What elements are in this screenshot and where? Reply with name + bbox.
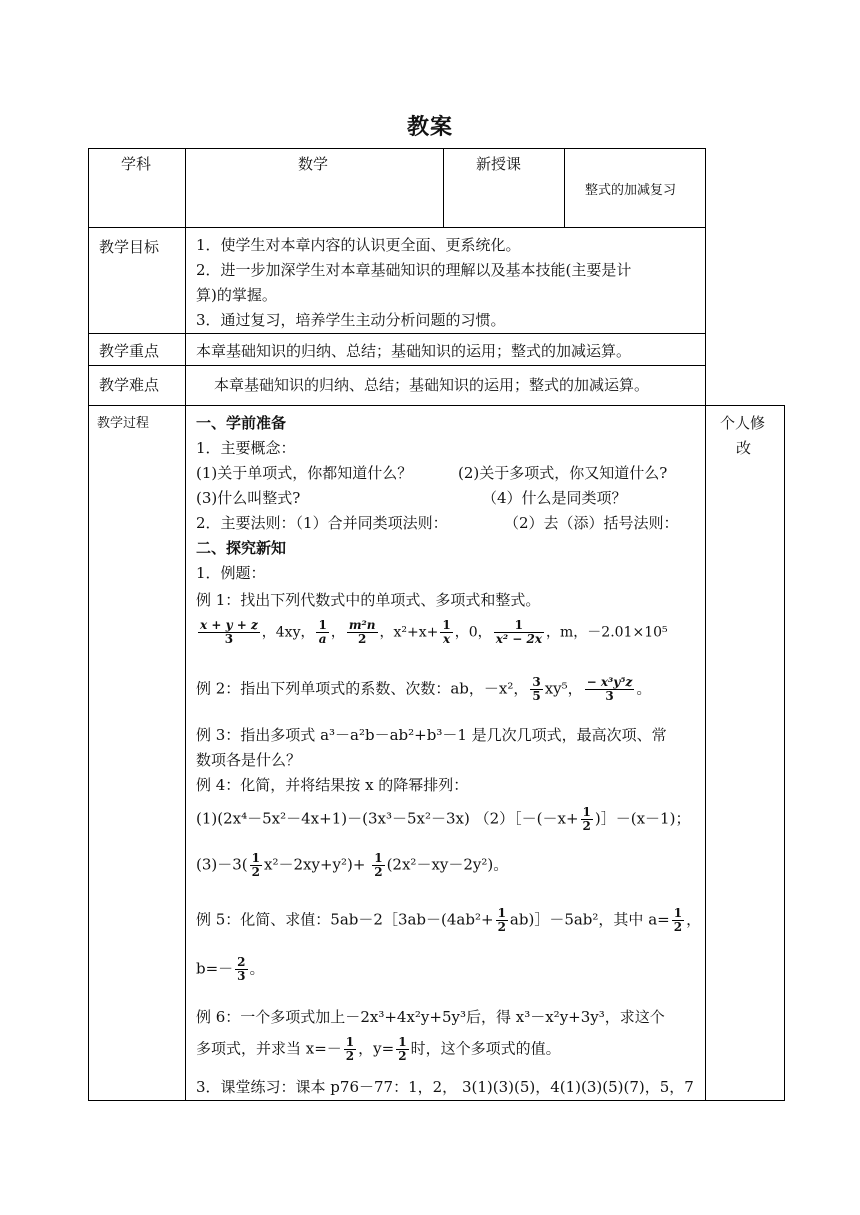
objective-3: 3．通过复习，培养学生主动分析问题的习惯。 (196, 311, 506, 329)
difficulties-label-cell (88, 365, 186, 406)
process-label: 教学过程 (97, 416, 150, 431)
process-content-cell (185, 405, 706, 1101)
fraction: $\frac{1}{a}$ (318, 618, 327, 647)
example-4-part-3: (3)－3( $\frac{1}{2}$ x²－2xy+y²)+ $\frac{1}{2}$ (2x²－xy－2y²)。 (196, 851, 509, 880)
fraction: $\frac{1}{2}$ (398, 1035, 407, 1064)
difficulties-label: 教学难点 (99, 376, 160, 394)
keypoints-label: 教学重点 (99, 342, 160, 360)
subject-value: 数学 (298, 155, 329, 173)
fraction: $\frac{1}{2}$ (251, 851, 261, 880)
objective-2: 2．进一步加深学生对本章基础知识的理解以及基本技能(主要是计 (196, 261, 632, 279)
section-1-heading: 一、学前准备 (196, 414, 287, 432)
keypoints-content-cell (185, 333, 706, 366)
process-side-cell (705, 405, 785, 1101)
fraction: $\frac{1}{\text{x² − 2x}}$ (495, 618, 543, 647)
subject-label-cell (88, 148, 186, 228)
fraction: $\frac{1}{2}$ (345, 1035, 355, 1064)
example-4-part-1-2: (1)(2x⁴－5x²－4x+1)－(3x³－5x²－3x) （2）［－(－x+ $\frac{1}{2}$ )］－(x－1)； (196, 805, 691, 834)
fraction: $\frac{2}{3}$ (237, 955, 246, 984)
keypoints-label-cell (88, 333, 186, 366)
example-6: 例 6：一个多项式加上－2x³+4x²y+5y³后，得 x³－x²y+3y³，求这个 (196, 1008, 665, 1026)
fraction: $\frac{1}{x}$ (442, 618, 451, 647)
question-1: (1)关于单项式，你都知道什么？ (196, 464, 413, 482)
example-4: 例 4：化简，并将结果按 x 的降幂排列： (196, 776, 469, 794)
rules-b: （2）去（添）括号法则： (504, 514, 679, 532)
example-5-cont: b=－ $\frac{2}{3}$ 。 (196, 955, 265, 984)
question-2: (2)关于多项式，你又知道什么? (458, 464, 668, 482)
difficulties-text: 本章基础知识的归纳、总结；基础知识的运用；整式的加减运算。 (214, 376, 650, 394)
side-label-1: 个人修 (720, 414, 766, 432)
fraction: $\frac{\text{m²n}}{2}$ (348, 618, 376, 647)
fraction: $\frac{\text{− x³y⁵z}}{3}$ (586, 675, 633, 704)
fraction: $\frac{x + y + z}{3}$ (200, 618, 258, 647)
topic: 整式的加减复习 (585, 183, 677, 198)
lesson-type-cell (443, 148, 565, 228)
concepts-heading: 1．主要概念： (196, 439, 296, 457)
rules-a: 2．主要法则：（1）合并同类项法则： (196, 514, 448, 532)
objectives-label: 教学目标 (99, 238, 160, 256)
objectives-content-cell (185, 227, 706, 334)
process-label-cell (88, 405, 186, 1101)
classroom-practice: 3．课堂练习：课本 p76－77：1，2， 3(1)(3)(5)，4(1)(3)(5)(7)，5，7 (196, 1078, 694, 1096)
topic-cell (564, 148, 706, 228)
example-5: 例 5：化简、求值：5ab－2［3ab－(4ab²+ $\frac{1}{2}$ ab)］－5ab²，其中 a= $\frac{1}{2}$ ， (196, 906, 702, 935)
side-label-2: 改 (736, 439, 752, 457)
section-2-heading: 二、探究新知 (196, 539, 287, 557)
example-1: 例 1：找出下列代数式中的单项式、多项式和整式。 (196, 591, 541, 609)
lesson-type: 新授课 (476, 155, 522, 173)
document-title: 教案 (406, 114, 453, 140)
difficulties-content-cell (185, 365, 706, 406)
example-3-cont: 数项各是什么？ (196, 751, 302, 769)
subject-value-cell (185, 148, 444, 228)
objective-2-cont: 算)的掌握。 (196, 286, 277, 304)
fraction: $\frac{1}{2}$ (497, 906, 506, 935)
example-6-cont: 多项式，并求当 x=－ $\frac{1}{2}$ ，y= $\frac{1}{2}$ 时，这个多项式的值。 (196, 1035, 561, 1064)
fraction: $\frac{3}{5}$ (532, 675, 541, 704)
fraction: $\frac{1}{2}$ (374, 851, 383, 880)
example-1-expressions: $\frac{x + y + z}{3}$ ，4xy， $\frac{1}{a}$ ， $\frac{\text{m²n}}{2}$ ，x²+x+ $\frac{1}{x}$ ，0， $\frac{1}{\text{x² − 2x}}$ ，m，－2.01×10⁵ (200, 618, 668, 647)
example-2: 例 2：指出下列单项式的系数、次数：ab，－x²， $\frac{3}{5}$ xy⁵， $\frac{\text{− x³y⁵z}}{3}$ 。 (196, 675, 652, 704)
objectives-label-cell (88, 227, 186, 334)
fraction: $\frac{1}{2}$ (582, 805, 591, 834)
keypoints-text: 本章基础知识的归纳、总结；基础知识的运用；整式的加减运算。 (196, 342, 632, 360)
examples-heading: 1．例题： (196, 564, 266, 582)
question-4: （4）什么是同类项？ (482, 489, 627, 507)
example-3: 例 3：指出多项式 a³－a²b－ab²+b³－1 是几次几项式，最高次项、常 (196, 726, 667, 744)
subject-label: 学科 (121, 155, 152, 173)
question-3: (3)什么叫整式? (196, 489, 301, 507)
objective-1: 1．使学生对本章内容的认识更全面、更系统化。 (196, 236, 521, 254)
fraction: $\frac{1}{2}$ (673, 906, 683, 935)
